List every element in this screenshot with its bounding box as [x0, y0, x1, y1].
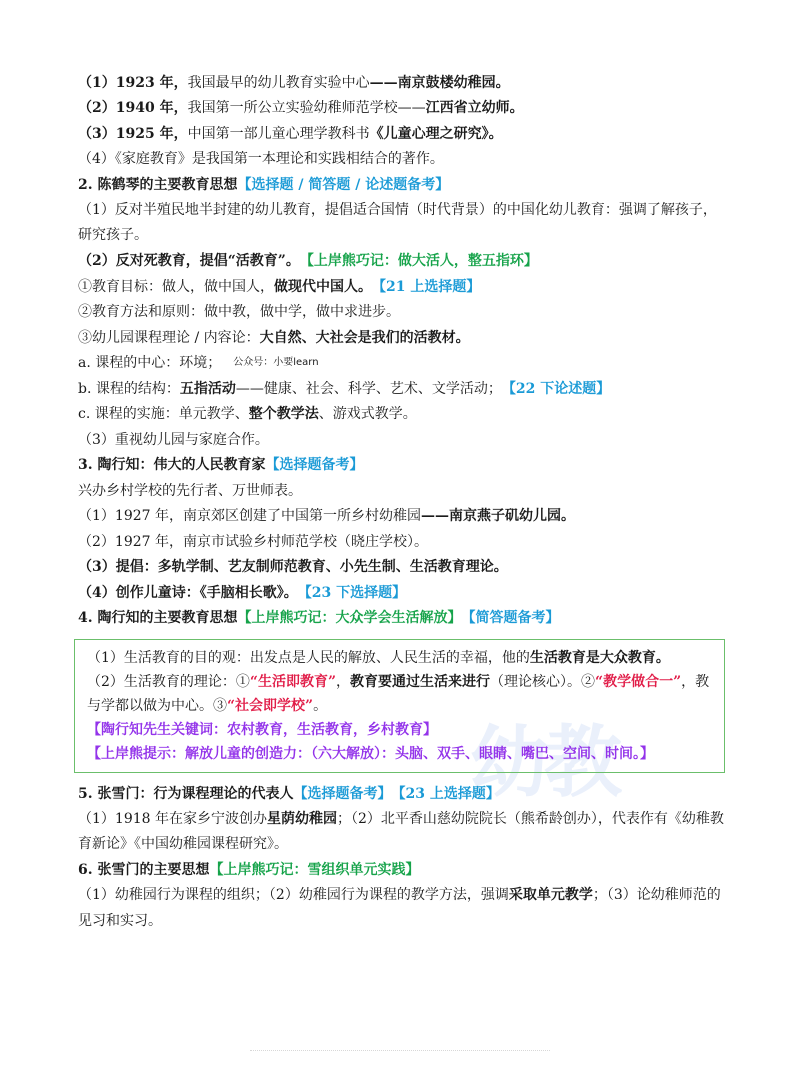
- paragraph: （2）生活教育的理论：①“生活即教育”，教育要通过生活来进行（理论核心）。②“教学做合一”，教与学都以做为中心。③“社会即学校”。: [87, 674, 710, 714]
- paragraph: （1）1918 年在家乡宁波创办星荫幼稚园；（2）北平香山慈幼院院长（熊希龄创办），代表作有《幼稚教育新论》《中国幼稚园课程研究》。: [78, 810, 724, 852]
- text-line: （2）1927 年，南京市试验乡村师范学校（晓庄学校）。: [78, 533, 428, 550]
- paragraph: （1）幼稚园行为课程的组织；（2）幼稚园行为课程的教学方法，强调采取单元教学；（3）论幼稚师范的见习和实习。: [78, 887, 721, 929]
- text-line: （2）反对死教育，提倡“活教育”。 【上岸熊巧记：做大活人，整五指环】: [78, 253, 538, 270]
- footer-divider: [250, 1050, 550, 1055]
- text-line: ②教育方法和原则：做中教，做中学，做中求进步。: [78, 304, 400, 321]
- keyword-note: 【陶行知先生关键词：农村教育，生活教育，乡村教育】: [87, 722, 437, 738]
- section-heading: 4. 陶行知的主要教育思想 【上岸熊巧记：大众学会生活解放】 【简答题备考】: [78, 610, 560, 627]
- wechat-note: 公众号：小要learn: [233, 357, 319, 369]
- text-line: b. 课程的结构： 五指活动 ——健康、社会、科学、艺术、文学活动； 【22 下论述题】: [78, 380, 611, 397]
- text-line: （3）1925 年， 中国第一部儿童心理学教科书 《儿童心理之研究》。: [78, 125, 503, 142]
- text-line: （4）《家庭教育》是我国第一本理论和实践相结合的著作。: [78, 151, 444, 168]
- paragraph: （1）反对半殖民地半封建的幼儿教育，提倡适合国情（时代背景）的中国化幼儿教育：强调了解孩子，研究孩子。: [78, 201, 717, 243]
- section-heading: 3. 陶行知：伟大的人民教育家 【选择题备考】: [78, 457, 364, 474]
- text-line: （3）提倡：多轨学制、艺友制师范教育、小先生制、生活教育理论。: [78, 559, 508, 576]
- document-page: [78, 70, 730, 934]
- text-line: （3）重视幼儿园与家庭合作。: [78, 431, 269, 448]
- section-heading: 2. 陈鹤琴的主要教育思想 【选择题 / 简答题 / 论述题备考】: [78, 176, 450, 193]
- watermark: 幼教: [470, 718, 619, 808]
- section-heading: 5. 张雪门：行为课程理论的代表人 【选择题备考】 【23 上选择题】: [78, 785, 500, 802]
- text-line: （1）生活教育的目的观：出发点是人民的解放、人民生活的幸福，他的生活教育是大众教育。: [87, 650, 670, 666]
- text-line: 兴办乡村学校的先行者、万世师表。: [78, 482, 302, 499]
- text-line: a. 课程的中心：环境； 公众号：小要learn: [78, 355, 319, 372]
- text-line: （2）1940 年， 我国第一所公立实验幼稚师范学校—— 江西省立幼师。: [78, 100, 524, 117]
- summary-box: [74, 639, 725, 773]
- text-line: （1）1927 年，南京郊区创建了中国第一所乡村幼稚园 ——南京燕子矶幼儿园。: [78, 508, 575, 525]
- text-line: （4）创作儿童诗：《手脑相长歌》。 【23 下选择题】: [78, 584, 407, 601]
- text-line: ③幼儿园课程理论 / 内容论： 大自然、大社会是我们的活教材。: [78, 329, 470, 346]
- text-line: ①教育目标：做人，做中国人， 做现代中国人。 【21 上选择题】: [78, 278, 481, 295]
- section-heading: 6. 张雪门的主要思想 【上岸熊巧记：雪组织单元实践】: [78, 862, 420, 879]
- text-line: （1）1923 年， 我国最早的幼儿教育实验中心 ——南京鼓楼幼稚园。: [78, 74, 510, 91]
- text-line: c. 课程的实施：单元教学、 整个教学法 、游戏式教学。: [78, 406, 417, 423]
- tip-note: 【上岸熊提示：解放儿童的创造力：（六大解放）：头脑、双手、眼睛、嘴巴、空间、时间。】: [87, 746, 654, 762]
